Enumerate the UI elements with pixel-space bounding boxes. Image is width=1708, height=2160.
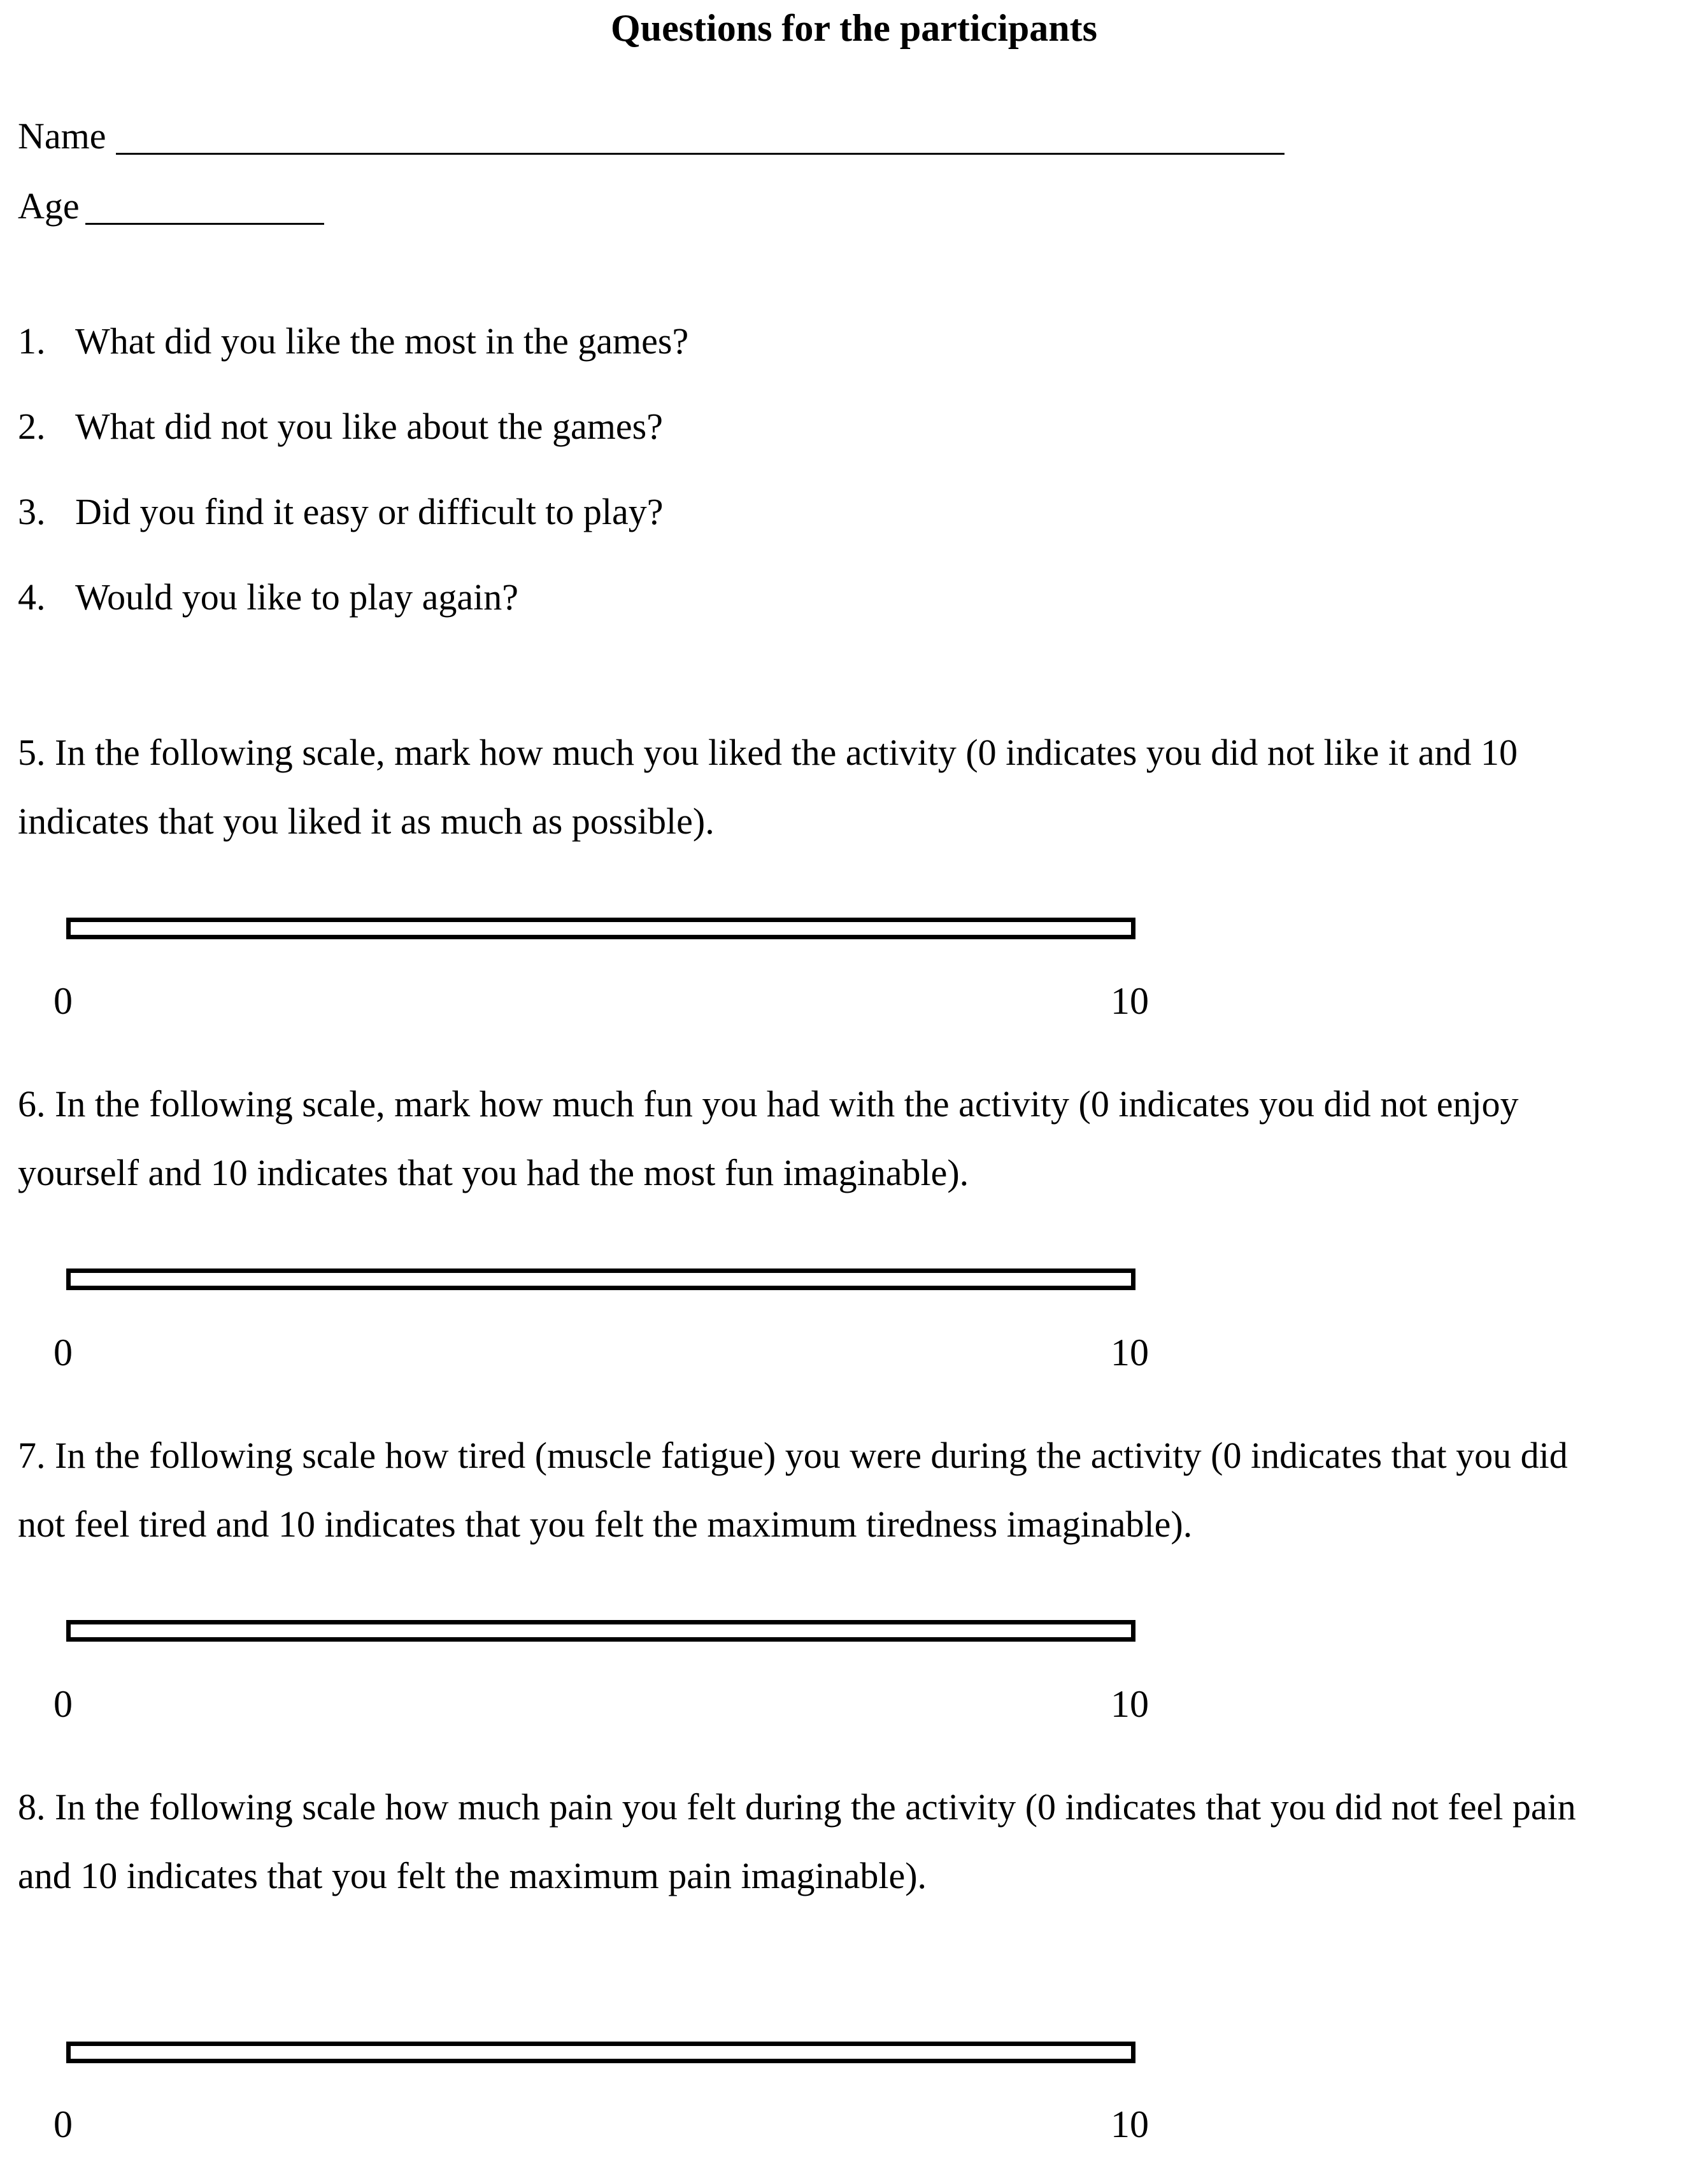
scale-question-6-line2: yourself and 10 indicates that you had the most fun imaginable).	[18, 1152, 969, 1193]
scale-question-7-line1: 7. In the following scale how tired (muscle fatigue) you were during the activity (0 indicates that you did	[18, 1435, 1568, 1476]
scale-bar-7[interactable]	[66, 1620, 1135, 1642]
question-text: Did you find it easy or difficult to play?	[75, 491, 664, 532]
age-label: Age	[18, 185, 80, 227]
scale-min-label: 0	[53, 980, 73, 1022]
scale-max-label: 10	[1111, 1683, 1149, 1725]
scale-bar-6[interactable]	[66, 1268, 1135, 1290]
page-title: Questions for the participants	[611, 7, 1097, 49]
scale-question-7-line2: not feel tired and 10 indicates that you felt the maximum tiredness imaginable).	[18, 1503, 1193, 1545]
scale-question-8-line2: and 10 indicates that you felt the maximum pain imaginable).	[18, 1855, 927, 1896]
question-number: 3.	[18, 491, 46, 532]
scale-bar-8[interactable]	[66, 2042, 1135, 2063]
scale-question-5-line2: indicates that you liked it as much as possible).	[18, 800, 715, 842]
question-1	[18, 320, 688, 362]
question-text: What did not you like about the games?	[75, 406, 663, 447]
scale-question-5-line1: 5. In the following scale, mark how much you liked the activity (0 indicates you did not like it and 10	[18, 732, 1518, 773]
scale-min-label: 0	[53, 2103, 73, 2145]
question-text: Would you like to play again?	[75, 576, 518, 618]
scale-max-label: 10	[1111, 1332, 1149, 1374]
question-3	[18, 490, 664, 533]
scale-bar-5[interactable]	[66, 918, 1135, 939]
name-field[interactable]	[116, 153, 1285, 155]
scale-question-8-line1: 8. In the following scale how much pain you felt during the activity (0 indicates that you did not feel pain	[18, 1786, 1576, 1828]
question-text: What did you like the most in the games?	[75, 320, 689, 362]
scale-min-label: 0	[53, 1683, 73, 1725]
scale-min-label: 0	[53, 1332, 73, 1374]
question-4	[18, 576, 518, 618]
age-field[interactable]	[85, 223, 324, 225]
scale-max-label: 10	[1111, 2103, 1149, 2145]
name-label: Name	[18, 115, 106, 157]
scale-question-6-line1: 6. In the following scale, mark how much fun you had with the activity (0 indicates you did not enjoy	[18, 1083, 1519, 1125]
question-2	[18, 405, 663, 448]
question-number: 1.	[18, 320, 46, 362]
question-number: 4.	[18, 576, 46, 618]
question-number: 2.	[18, 406, 46, 447]
scale-max-label: 10	[1111, 980, 1149, 1022]
